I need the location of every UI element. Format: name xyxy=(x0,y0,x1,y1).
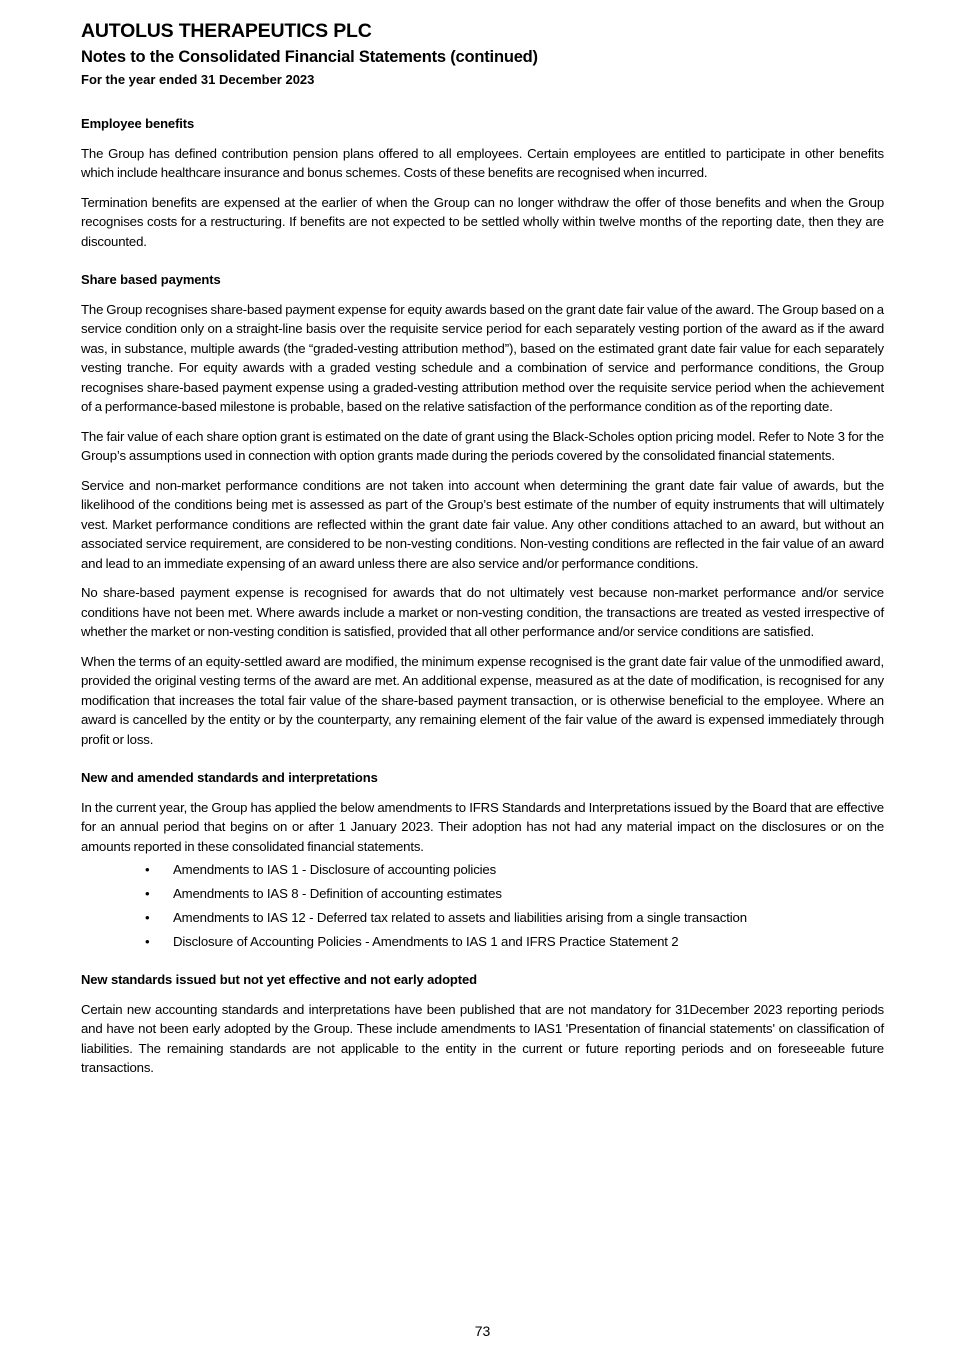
document-body xyxy=(81,114,884,1078)
list-item: • Amendments to IAS 8 - Definition of accounting estimates xyxy=(81,884,884,904)
section-share-based-payments xyxy=(81,270,884,749)
bullet-icon: • xyxy=(145,910,150,925)
list-item: • Disclosure of Accounting Policies - Amendments to IAS 1 and IFRS Practice Statement 2 xyxy=(81,932,884,952)
company-name: AUTOLUS THERAPEUTICS PLC xyxy=(81,20,372,42)
reporting-period: For the year ended 31 December 2023 xyxy=(81,72,315,87)
section-heading: New standards issued but not yet effective and not early adopted xyxy=(81,972,477,987)
bullet-icon: • xyxy=(145,862,150,877)
paragraph: In the current year, the Group has applied the below amendments to IFRS Standards and Interpretations issued by the Board that are effective for an annual period that begins on or after 1 January 2023. Their adoption has not had any material impact on the disclosures or on the amounts reported in these consolidated financial statements. xyxy=(81,799,884,854)
section-new-standards-not-effective xyxy=(81,970,884,1078)
paragraph: Certain new accounting standards and interpretations have been published that are not mandatory for 31December 2023 reporting periods and have not been early adopted by the Group. These include amendments to IAS1 'Presentation of financial statements' on classification of liabilities. The remaining standards are not applicable to the entity in the current or future reporting periods and on foreseeable future transactions. xyxy=(81,1001,884,1075)
section-heading: Share based payments xyxy=(81,272,221,287)
bullet-icon: • xyxy=(145,886,150,901)
section-heading: New and amended standards and interpretations xyxy=(81,770,378,785)
paragraph: No share-based payment expense is recognised for awards that do not ultimately vest because non-market performance and/or service conditions have not been met. Where awards include a market or non-vesting condition, the transactions are treated as vested irrespective of whether the market or non-vesting condition is satisfied, provided that all other performance and/or service conditions are satisfied. xyxy=(81,585,884,639)
amendments-list xyxy=(81,860,884,952)
paragraph: The Group recognises share-based payment expense for equity awards based on the grant date fair value of the award. The Group based on a service condition only on a straight-line basis over the requisite service period for each separately vesting portion of the award as if the award was, in substance, multiple awards (the “graded-vesting attribution method”), based on the estimated grant date fair value for each separately vesting tranche. For equity awards with a graded vesting schedule and a combination of service and performance conditions, the Group recognises share-based payment expense using a graded-vesting attribution method over the requisite service period when the achievement of a performance-based milestone is probable, based on the relative satisfaction of the performance condition as of the reporting date. xyxy=(81,301,884,414)
page-number: 73 xyxy=(474,1323,491,1339)
section-employee-benefits xyxy=(81,114,884,251)
section-heading: Employee benefits xyxy=(81,116,195,131)
list-item: • Amendments to IAS 12 - Deferred tax related to assets and liabilities arising from a single transaction xyxy=(81,908,884,928)
paragraph: When the terms of an equity-settled award are modified, the minimum expense recognised is the grant date fair value of the unmodified award, provided the original vesting terms of the award are met. An additional expense, measured as at the date of modification, is recognised for any modification that increases the total fair value of the share-based payment transaction, or is otherwise beneficial to the employee. Where an award is cancelled by the entity or by the counterparty, any remaining element of the fair value of the award is expensed immediately through profit or loss. xyxy=(81,653,884,747)
paragraph: Termination benefits are expensed at the earlier of when the Group can no longer withdraw the offer of those benefits and when the Group recognises costs for a restructuring. If benefits are not expected to be settled wholly within twelve months of the reporting date, then they are discounted. xyxy=(81,194,884,249)
paragraph: The Group has defined contribution pension plans offered to all employees. Certain employees are entitled to participate in other benefits which include healthcare insurance and bonus schemes. Costs of these benefits are recognised when incurred. xyxy=(81,145,884,180)
paragraph: Service and non-market performance conditions are not taken into account when determining the grant date fair value of awards, but the likelihood of the conditions being met is assessed as part of the Group’s best estimate of the number of equity instruments that will ultimately vest. Market performance conditions are reflected within the grant date fair value. Any other conditions attached to an award, but without an associated service requirement, are considered to be non-vesting conditions. Non-vesting conditions are reflected in the fair value of an award and lead to an immediate expensing of an award unless there are also service and/or performance conditions. xyxy=(81,477,884,571)
paragraph: The fair value of each share option grant is estimated on the date of grant using the Black-Scholes option pricing model. Refer to Note 3 for the Group’s assumptions used in connection with option grants made during the periods covered by the consolidated financial statements. xyxy=(81,428,884,463)
document-subtitle: Notes to the Consolidated Financial Statements (continued) xyxy=(81,48,538,66)
list-item: • Amendments to IAS 1 - Disclosure of accounting policies xyxy=(81,860,884,880)
section-new-amended-standards xyxy=(81,768,884,952)
bullet-icon: • xyxy=(145,934,150,949)
